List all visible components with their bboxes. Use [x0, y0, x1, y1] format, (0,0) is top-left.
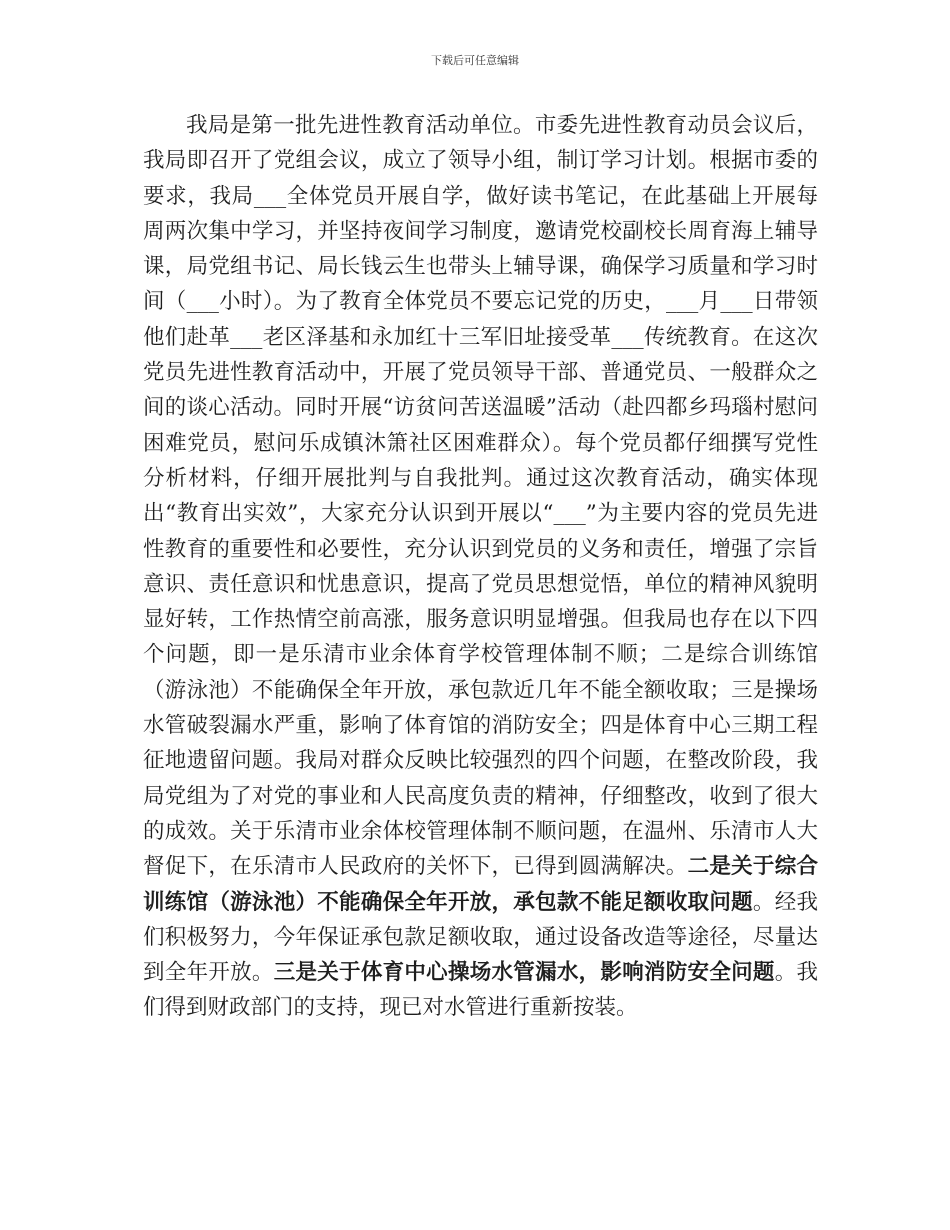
page-header: 下载后可任意编辑 [431, 54, 519, 67]
text-segment: 我局是第一批先进性教育活动单位。市委先进性教育动员会议后，我局即召开了党组会议，成立了领导小组，制订学习计划。根据市委的要求，我局___全体党员开展自学，做好读书笔记，在此基础上开展每周两次集中学习，并坚持夜间学习制度，邀请党校副校长周育海上辅导课，局党组书记、局长钱云生也带头上辅导课，确保学习质量和学习时间（___小时）。为了教育全体党员不要忘记党的历史，___月___日带领他们赴革___老区泽基和永加红十三军旧址接受革___传统教育。在这次党员先进性教育活动中，开展了党员领导干部、普通党员、一般群众之间的谈心活动。同时开展“访贫问苦送温暖”活动（赴四都乡玛瑙村慰问困难党员，慰问乐成镇沐箫社区困难群众）。每个党员都仔细撰写党性分析材料，仔细开展批判与自我批判。通过这次教育活动，确实体现出“教育出实效”，大家充分认识到开展以“___”为主要内容的党员先进性教育的重要性和必要性，充分认识到党员的义务和责任，增强了宗旨意识、责任意识和忧患意识，提高了党员思想觉悟，单位的精神风貌明显好转，工作热情空前高涨，服务意识明显增强。但我局也存在以下四个问题，即一是乐清市业余体育学校管理体制不顺；二是综合训练馆（游泳池）不能确保全年开放，承包款近几年不能全额收取；三是操场水管破裂漏水严重，影响了体育馆的消防安全；四是体育中心三期工程征地遗留问题。我局对群众反映比较强烈的四个问题，在整改阶段，我局党组为了对党的事业和人民高度负责的精神，仔细整改，收到了很大的成效。关于乐清市业余体校管理体制不顺问题，在温州、乐清市人大督促下，在乐清市人民政府的关怀下，已得到圆满解决。 [143, 113, 818, 880]
bold-text-segment: 二是关于综合训练馆（游泳池）不能确保全年开放，承包款不能足额收取问题 [143, 854, 818, 915]
body-paragraph [143, 108, 818, 1026]
text-segment: 。我们得到财政部门的支持，现已对水管进行重新按装。 [143, 960, 818, 1021]
text-segment: 。经我们积极努力，今年保证承包款足额收取，通过设备改造等途径，尽量达到全年开放。 [143, 889, 818, 986]
bold-text-segment: 三是关于体育中心操场水管漏水，影响消防安全问题 [273, 960, 775, 986]
